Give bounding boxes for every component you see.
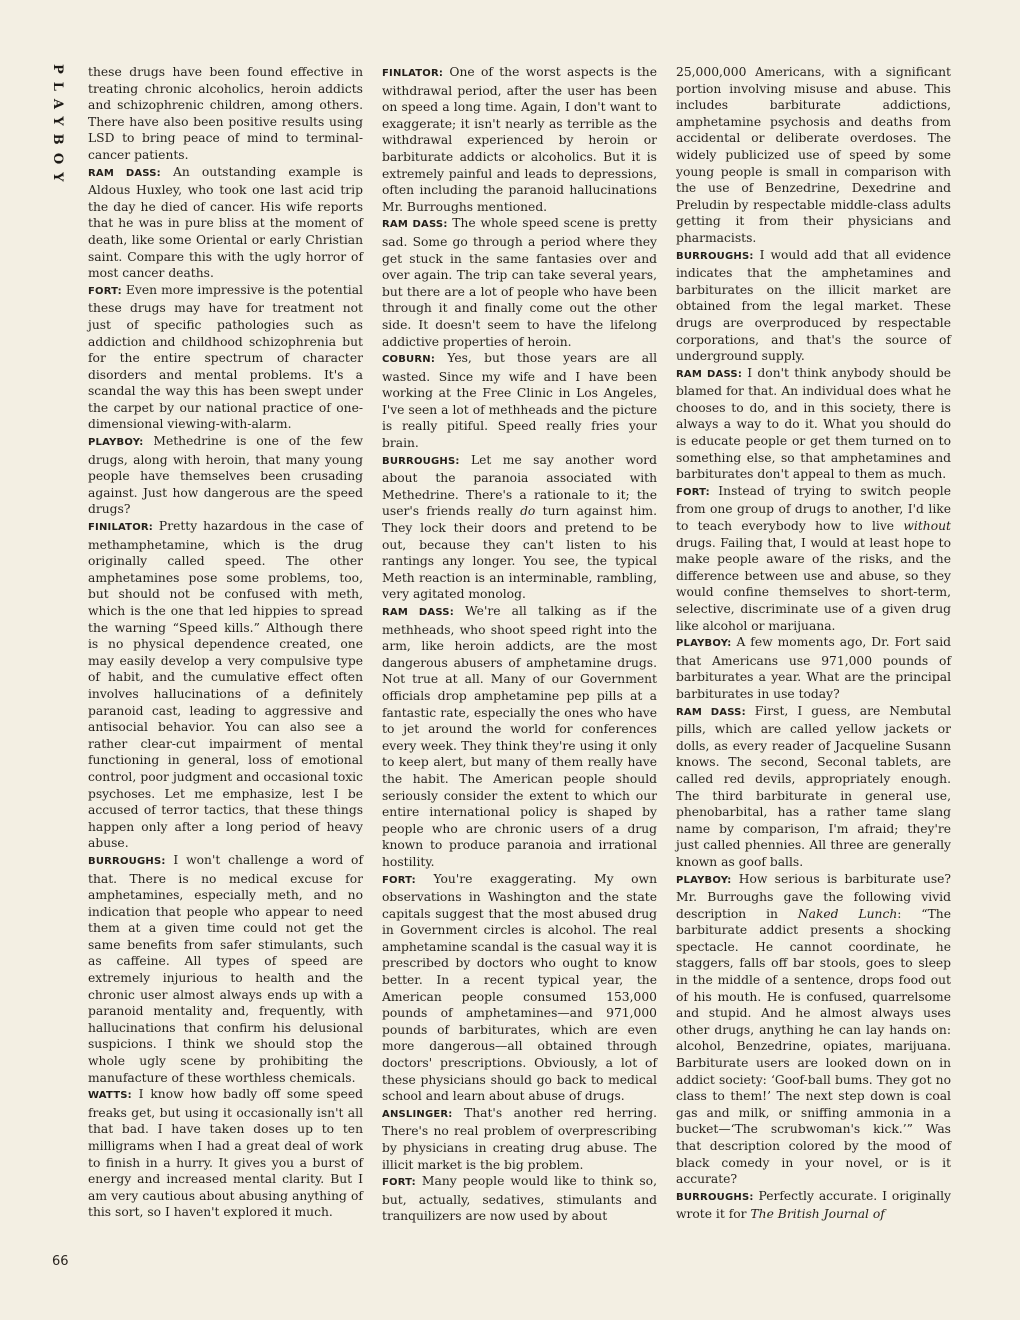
paragraph-text: 25,000,000 Americans, with a significant portion involving misuse and abuse. This includes barbiturate addictions, amphetamine psychosis and deaths from accidental or deliberate overdoses. The widely publicized use of speed by some young people is small in comparison with the use of Benzedrine, Dexedrine and Preludin by respectable middle-class adults getting it from their physicians and pharmacists. xyxy=(676,65,951,245)
paragraph-text: The whole speed scene is pretty sad. Some go through a period where they get stuck in the same fantasies over and over again. The trip can take several years, but there are a lot of people who have been through it and finally come out the other side. It doesn't seem to have the lifelong addictive properties of heroin. xyxy=(382,216,657,349)
paragraph-text: Many people would like to think so, but, actually, sedatives, stimulants and tranquilizers are now used by about xyxy=(382,1174,657,1224)
speaker-label: FORT: xyxy=(382,1177,416,1189)
paragraph xyxy=(382,1105,657,1173)
speaker-label: BURROUGHS: xyxy=(382,455,460,467)
paragraph-text: Instead of trying to switch people from one group of drugs to another, I'd like to teach everybody how to live xyxy=(676,483,951,534)
speaker-label: BURROUGHS: xyxy=(676,250,754,262)
paragraph xyxy=(382,350,657,452)
paragraph-text: We're all talking as if the methheads, who shoot speed right into the arm, like heroin addicts, are the most dangerous abusers of amphetamine drugs. Not true at all. Many of our Government officials drop amphetamine pep pills at a fantastic rate, especially the ones who have to jet around the world for conferences every week. They think they're using it only to keep alert, but many of them really have the habit. The American people should seriously consider the extent to which our entire international policy is shaped by people who are chronic users of a drug known to produce paranoia and irrational hostility. xyxy=(382,604,658,869)
speaker-label: PLAYBOY: xyxy=(676,874,732,886)
italic-text: Naked Lunch xyxy=(797,906,898,921)
paragraph-text: Methedrine is one of the few drugs, along with heroin, that many young people have themselves been crusading against. Just how dangerous are the speed drugs? xyxy=(88,434,363,517)
text-column-2 xyxy=(382,64,657,1225)
text-column-1 xyxy=(88,64,363,1221)
magazine-masthead: PLAYBOY xyxy=(50,64,65,190)
paragraph-text: Let me say another word about the paranoia associated with Methedrine. There's a rationale to it; the user's friends really xyxy=(382,452,657,519)
paragraph-text: You're exaggerating. My own observations in Washington and the state capitals suggest that the most abused drug in Government circles is alcohol. The real amphetamine scandal is the casual way it is prescribed by doctors who ought to know better. In a recent typical year, the American people consumed 153,000 pounds of amphetamines—and 971,000 pounds of barbiturates, which are even more dangerous—all obtained through doctors' prescriptions. Obviously, a lot of these physicians should go back to medical school and learn about abuse of drugs. xyxy=(382,871,657,1104)
italic-text: do xyxy=(520,504,536,519)
speaker-label: RAM DASS: xyxy=(88,167,161,179)
paragraph-text: : “The barbiturate addict presents a shocking spectacle. He cannot coordinate, he staggers, falls off bar stools, goes to sleep in the middle of a sentence, drops food out of his mouth. He is confused, quarrelsome and stupid. And he almost always uses other drugs, anything he can lay hands on: alcohol, Benzedrine, opiates, marijuana. Barbiturate users are looked down on in addict society: ‘Goof-ball bums. They got no class to them!’ The next step down is coal gas and milk, or sniffing ammonia in a bucket—‘The scrubwoman's kick.’” Was that description colored by the mood of black comedy in your novel, or is it accurate? xyxy=(676,906,951,1187)
paragraph xyxy=(676,703,951,871)
speaker-label: FORT: xyxy=(88,285,122,297)
speaker-label: FINILATOR: xyxy=(88,522,153,534)
paragraph xyxy=(382,1173,657,1225)
paragraph-text: these drugs have been found effective in treating chronic alcoholics, heroin addicts and schizophrenic children, among others. There have also been positive results using LSD to bring peace of mind to terminal-cancer patients. xyxy=(88,65,363,162)
paragraph xyxy=(88,1086,363,1221)
paragraph xyxy=(676,871,951,1188)
speaker-label: ANSLINGER: xyxy=(382,1108,453,1120)
paragraph-text: One of the worst aspects is the withdrawal period, after the user has been on speed a long time. Again, I don't want to exaggerate; it isn't nearly as terrible as the withdrawal experienced by heroin or barbiturate addicts or alcoholics. But it is extremely painful and leads to depressions, often including the paranoid hallucinations Mr. Burroughs mentioned. xyxy=(382,65,657,214)
speaker-label: PLAYBOY: xyxy=(88,437,144,449)
paragraph xyxy=(88,852,363,1086)
paragraph xyxy=(676,64,951,247)
paragraph xyxy=(382,64,657,215)
italic-text: without xyxy=(903,519,951,534)
paragraph-text: I won't challenge a word of that. There is no medical excuse for amphetamines, especially meth, and no indication that people who appear to need them at a given time could not get the same benefits from safer stimulants, such as caffeine. All types of speed are extremely injurious to health and the chronic user almost always ends up with a paranoid mentality and, frequently, with hallucinations that confirm his delusional suspicions. I think we should stop the whole ugly scene by prohibiting the manufacture of these worthless chemicals. xyxy=(88,852,363,1085)
paragraph xyxy=(676,247,951,365)
paragraph-text: A few moments ago, Dr. Fort said that Americans use 971,000 pounds of barbiturates a year. What are the principal barbiturates in use today? xyxy=(676,635,951,701)
page-number: 66 xyxy=(52,1254,69,1269)
speaker-label: RAM DASS: xyxy=(676,706,746,718)
paragraph-text: Even more impressive is the potential these drugs may have for treatment not just of specific pathologies such as addiction and childhood schizophrenia but for the entire spectrum of character disorders and mental problems. It's a scandal the way this has been swept under the carpet by our national practice of one-dimensional viewing-with-alarm. xyxy=(88,282,363,432)
paragraph-text: First, I guess, are Nembutal pills, which are called yellow jackets or dolls, as every reader of Jacqueline Susann knows. The second, Seconal tablets, are called red devils, appropriately enough. The third barbiturate in general use, phenobarbital, has a rather tame slang name by comparison, I'm afraid; they're just called phennies. All three are generally known as goof balls. xyxy=(676,703,952,869)
paragraph xyxy=(382,452,657,603)
speaker-label: RAM DASS: xyxy=(382,219,448,231)
paragraph-text: Yes, but those years are all wasted. Since my wife and I have been working at the Free Clinic in Los Angeles, I've seen a lot of methheads and the picture is really pitiful. Speed really fries your brain. xyxy=(382,351,657,451)
paragraph-text: Perfectly accurate. I originally wrote it for xyxy=(676,1188,951,1222)
paragraph-text: turn against him. They lock their doors and pretend to be out, because they can't listen to his rantings any longer. You see, the typical Meth reaction is an interminable, rambling, very agitated monolog. xyxy=(382,504,657,602)
paragraph xyxy=(88,433,363,518)
speaker-label: PLAYBOY: xyxy=(676,638,732,650)
paragraph-text: How serious is barbiturate use? Mr. Burroughs gave the following vivid description in xyxy=(676,871,951,921)
paragraph xyxy=(382,215,657,350)
paragraph xyxy=(676,1188,951,1223)
speaker-label: FORT: xyxy=(676,486,710,498)
text-column-3 xyxy=(676,64,951,1223)
paragraph xyxy=(382,871,657,1105)
paragraph xyxy=(88,518,363,852)
speaker-label: WATTS: xyxy=(88,1090,132,1102)
speaker-label: BURROUGHS: xyxy=(676,1191,754,1203)
paragraph xyxy=(676,365,951,483)
speaker-label: RAM DASS: xyxy=(676,368,743,380)
paragraph-text: I know how badly off some speed freaks get, but using it occasionally isn't all that bad. I have taken doses up to ten milligrams when I had a great deal of work to finish in a hurry. It gives you a burst of energy and increased mental clarity. But I am very cautious about abusing anything of this sort, so I haven't explored it much. xyxy=(88,1087,363,1220)
paragraph xyxy=(88,164,363,282)
paragraph xyxy=(676,483,951,634)
paragraph-text: An outstanding example is Aldous Huxley, who took one last acid trip the day he died of cancer. His wife reports that he was in pure bliss at the moment of death, like some Oriental or early Christian saint. Compare this with the ugly horror of most cancer deaths. xyxy=(88,164,363,281)
paragraph-text: drugs. Failing that, I would at least hope to make people aware of the risks, and the difference between use and abuse, so they would confine themselves to short-term, selective, discriminate use of a given drug like alcohol or marijuana. xyxy=(676,535,951,633)
speaker-label: RAM DASS: xyxy=(382,607,454,618)
paragraph-text: Pretty hazardous in the case of methamphetamine, which is the drug originally called speed. The other amphetamines pose some problems, too, but should not be confused with meth, which is the one that led hippies to spread the warning “Speed kills.” Although there is no physical dependence created, one may easily develop a very compulsive type of habit, and the cumulative effect often involves hallucinations of a definitely paranoid cast, leading to aggressive and antisocial behavior. You can also see a rather clear-cut impairment of mental functioning in general, loss of emotional control, poor judgment and occasional toxic psychoses. Let me emphasize, lest I be accused of terror tactics, that these things happen only after a long period of heavy abuse. xyxy=(88,519,363,851)
paragraph-text: That's another red herring. There's no real problem of overprescribing by physicians in creating drug abuse. The illicit market is the big problem. xyxy=(382,1105,657,1172)
speaker-label: COBURN: xyxy=(382,354,436,366)
speaker-label: FORT: xyxy=(382,874,416,886)
italic-text: The British Journal of xyxy=(750,1207,885,1222)
speaker-label: FINLATOR: xyxy=(382,68,444,79)
paragraph xyxy=(88,282,363,433)
paragraph-text: I would add that all evidence indicates that the amphetamines and barbiturates on the illicit market are obtained from the legal market. These drugs are overproduced by respectable corporations, and that's the source of underground supply. xyxy=(676,247,951,364)
speaker-label: BURROUGHS: xyxy=(88,855,166,867)
paragraph-text: I don't think anybody should be blamed for that. An individual does what he chooses to do, and in this society, there is always a way to do it. What you should do is educate people or get them turned on to something else, so that amphetamines and barbiturates don't appeal to them as much. xyxy=(676,365,951,482)
paragraph xyxy=(382,603,657,871)
paragraph xyxy=(676,634,951,702)
paragraph xyxy=(88,64,363,164)
